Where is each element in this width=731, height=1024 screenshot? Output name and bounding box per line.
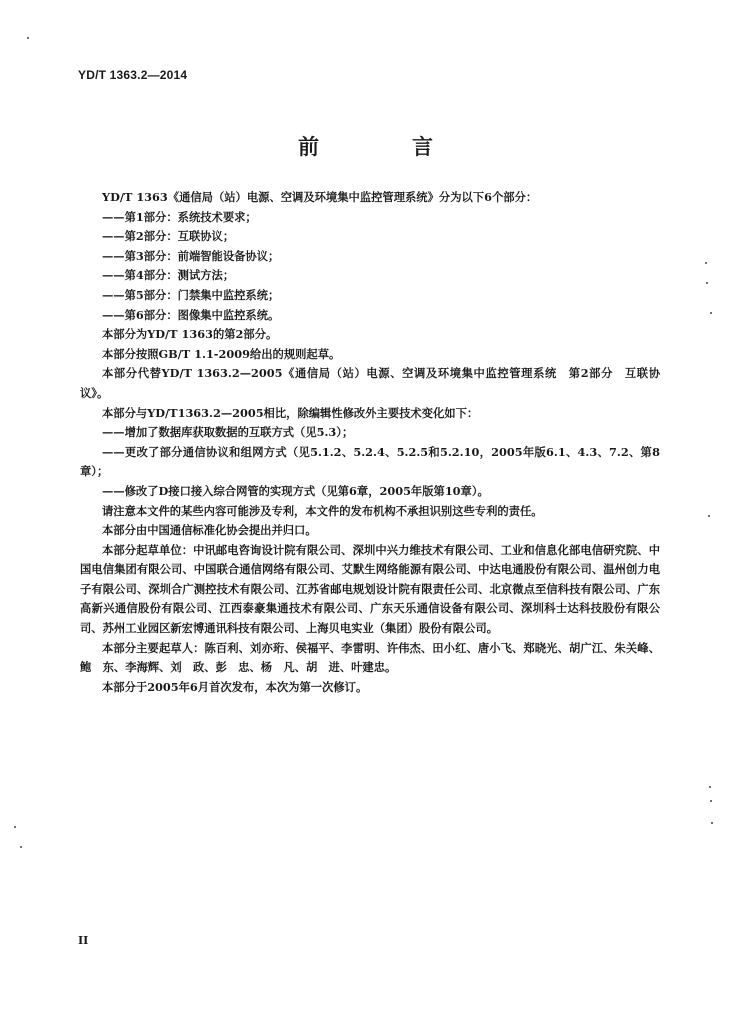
paragraph-drafting-units: 本部分起草单位：中讯邮电咨询设计院有限公司、深圳中兴力维技术有限公司、工业和信息化部电信研究院、中国电信集团有限公司、中国联合通信网络有限公司、艾默生网络能源有限公司、中达电通股份有限公司、温州创力电子有限公司、深圳合广测控技术有限公司、江苏省邮电规划设计院有限责任公司、北京微点至信科技有限公司、广东高新兴通信股份有限公司、江西泰豪集通技术有限公司、广东天乐通信设备有限公司、深圳科士达科技股份有限公司、苏州工业园区新宏博通讯科技有限公司、上海贝电实业（集团）股份有限公司。 bbox=[80, 542, 660, 636]
list-item-part-2: ——第2部分：互联协议； bbox=[102, 229, 235, 244]
scan-speck bbox=[27, 37, 29, 39]
scan-speck bbox=[711, 822, 713, 824]
paragraph-part-statement: 本部分为YD/T 1363的第2部分。 bbox=[102, 327, 278, 342]
scan-speck bbox=[14, 826, 16, 828]
scan-speck bbox=[706, 282, 708, 284]
list-item-part-1: ——第1部分：系统技术要求； bbox=[102, 209, 257, 224]
list-item-change-2: ——更改了部分通信协议和组网方式（见5.1.2、5.2.4、5.2.5和5.2.10，2005年版6.1、4.3、7.2、第8章）； bbox=[80, 444, 660, 479]
paragraph-proposer: 本部分由中国通信标准化协会提出并归口。 bbox=[102, 523, 317, 538]
list-item-change-1: ——增加了数据库获取数据的互联方式（见5.3）； bbox=[102, 425, 354, 440]
list-item-part-5: ——第5部分：门禁集中监控系统； bbox=[102, 287, 280, 302]
paragraph-drafting-rules: 本部分按照GB/T 1.1-2009给出的规则起草。 bbox=[102, 346, 341, 361]
page-title: 前 言 bbox=[298, 134, 469, 159]
list-item-part-3: ——第3部分：前端智能设备协议； bbox=[102, 248, 280, 263]
list-item-change-3: ——修改了D接口接入综合网管的实现方式（见第6章，2005年版第10章）。 bbox=[102, 483, 489, 498]
paragraph-patent-notice: 请注意本文件的某些内容可能涉及专利，本文件的发布机构不承担识别这些专利的责任。 bbox=[102, 503, 543, 518]
paragraph-changes-intro: 本部分与YD/T1363.2—2005相比，除编辑性修改外主要技术变化如下： bbox=[102, 405, 479, 420]
scan-speck bbox=[708, 515, 710, 517]
scan-speck bbox=[709, 786, 711, 788]
scan-speck bbox=[705, 262, 707, 264]
list-item-part-6: ——第6部分：图像集中监控系统。 bbox=[102, 307, 280, 322]
paragraph-intro: YD/T 1363《通信局（站）电源、空调及环境集中监控管理系统》分为以下6个部分： bbox=[102, 190, 538, 204]
paragraph-revision-history: 本部分于2005年6月首次发布，本次为第一次修订。 bbox=[102, 679, 368, 694]
paragraph-drafters: 本部分主要起草人：陈百利、刘亦珩、侯福平、李雷明、许伟杰、田小红、唐小飞、郑晓光、胡广江、朱关峰、鲍 东、李海辉、刘 政、彭 忠、杨 凡、胡 进、叶建忠。 bbox=[80, 640, 660, 675]
foreword-body bbox=[80, 188, 660, 697]
list-item-part-4: ——第4部分：测试方法； bbox=[102, 268, 235, 283]
scan-speck bbox=[20, 846, 22, 848]
document-code: YD/T 1363.2—2014 bbox=[78, 68, 188, 82]
paragraph-replaces: 本部分代替YD/T 1363.2—2005《通信局（站）电源、空调及环境集中监控管理系统 第2部分 互联协议》。 bbox=[80, 366, 660, 400]
scan-speck bbox=[710, 800, 712, 802]
scan-speck bbox=[710, 312, 712, 314]
page-number: II bbox=[78, 934, 89, 947]
